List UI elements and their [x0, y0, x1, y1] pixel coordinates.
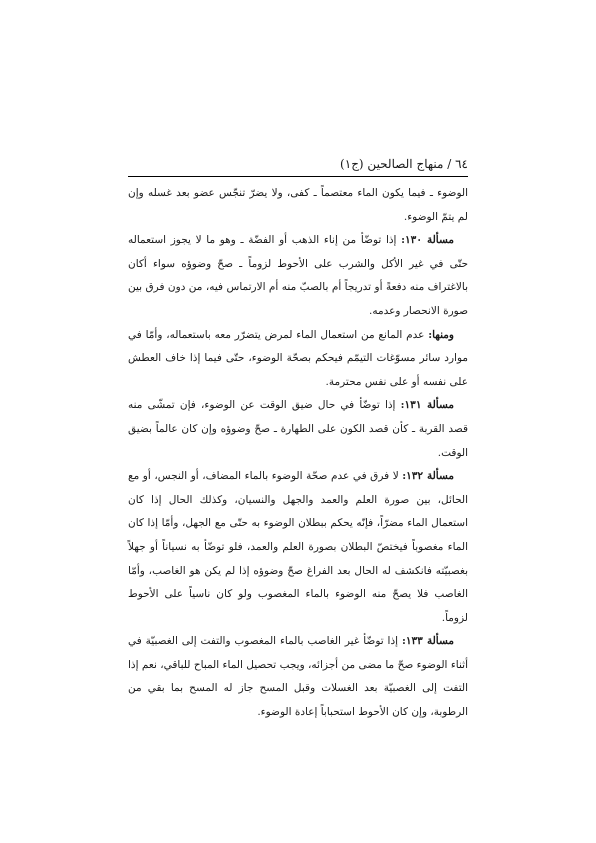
issue-label: مسألة ١٣١: [400, 399, 454, 412]
paragraph [128, 182, 468, 229]
page-body [128, 182, 468, 725]
header-rule [128, 176, 468, 177]
issue-label: مسألة ١٣٢: [402, 470, 454, 483]
paragraph-text: إذا توضّأ في حال ضيق الوقت عن الوضوء، فإن تمشّى منه قصد القربة ـ كأن قصد الكون على الطهارة ـ صحّ وضوؤه وإن كان عالماً بضيق الوقت. [128, 399, 468, 459]
paragraph-text: إذا توضّأ غير الغاصب بالماء المغصوب والتفت إلى الغصبيّة في أثناء الوضوء صحّ ما مضى من أجزائه، ويجب تحصيل الماء المباح للباقي، نعم إذا التفت إلى الغصبيّة بعد الغسلات وقبل المسح جاز له المسح بما بقي من الرطوبة، وإن كان الأحوط استحباباً إعادة الوضوء. [128, 635, 468, 719]
paragraph-text: إذا توضّأ من إناء الذهب أو الفضّة ـ وهو ما لا يجوز استعماله حتّى في غير الأكل والشرب على الأحوط لزوماً ـ صحّ وضوؤه سواء أكان بالاغتراف منه دفعةً أو تدريجاً أم بالصبّ منه أم الارتماس فيه، من دون فرق بين صورة الانحصار وعدمه. [128, 234, 468, 317]
paragraph [128, 630, 468, 724]
paragraph [128, 394, 468, 465]
paragraph [128, 465, 468, 630]
issue-label: مسألة ١٣٠: [401, 234, 454, 247]
paragraph-text: الوضوء ـ فيما يكون الماء معتصماً ـ كفى، ولا يضرّ تنجّس عضو بعد غسله وإن لم يتمّ الوضوء. [128, 187, 468, 223]
paragraph-text: عدم المانع من استعمال الماء لمرض يتضرّر معه باستعماله، وأمّا في موارد سائر مسوّغات التيمّم فيحكم بصحّة الوضوء، حتّى فيما إذا خاف العطش على نفسه أو على نفس محترمة. [128, 328, 468, 388]
paragraph [128, 324, 468, 395]
issue-label: ومنها: [428, 328, 454, 341]
paragraph [128, 229, 468, 323]
issue-label: مسألة ١٣٣: [401, 635, 454, 648]
paragraph-text: لا فرق في عدم صحّة الوضوء بالماء المضاف، أو النجس، أو مع الحائل، بين صورة العلم والعمد والجهل والنسيان، وكذلك الحال إذا كان استعمال الماء مضرّاً، فإنّه يحكم ببطلان الوضوء به حتّى مع الجهل، وأمّا إذا كان الماء مغصوباً فيختصّ البطلان بصورة العلم والعمد، فلو توضّأ به نسياناً أو جهلاً بغصبيّته فانكشف له الحال بعد الفراغ صحّ وضوؤه إذا لم يكن هو الغاصب، وأمّا الغاصب فلا يصحّ منه الوضوء بالماء المغصوب ولو كان ناسياً على الأحوط لزوماً. [128, 470, 468, 624]
running-header: ٦٤ / منهاج الصالحين (ج١) [340, 157, 468, 171]
